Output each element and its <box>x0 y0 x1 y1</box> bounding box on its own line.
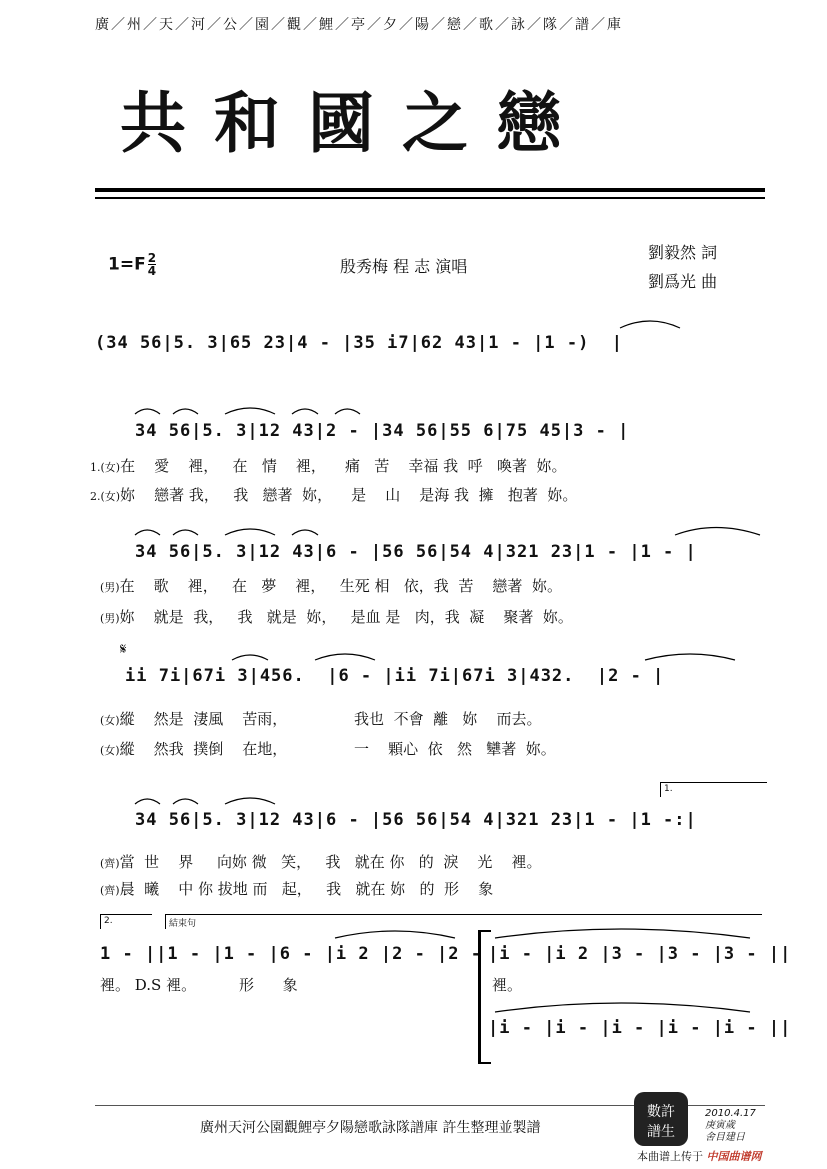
date-note-2: 舍目建日 <box>705 1132 745 1143</box>
lyric-tag: (齊) <box>100 857 120 870</box>
slur-arc <box>225 408 275 414</box>
key-label: 1=F <box>108 254 146 275</box>
footer-date <box>705 1108 756 1144</box>
composer: 劉爲光 曲 <box>648 272 718 291</box>
tie-arc <box>495 929 750 938</box>
tie-arc <box>495 1003 750 1012</box>
lyric-line-ending-upper: 裡。 <box>492 976 523 994</box>
singers: 殷秀梅 程 志 演唱 <box>340 257 468 276</box>
slur-arc <box>173 799 198 804</box>
slur-arc <box>292 530 318 535</box>
site-brand-link[interactable]: 中国曲谱网 <box>706 1150 762 1163</box>
lyric-tag: (男) <box>100 581 120 594</box>
upload-note <box>637 1148 762 1164</box>
lyric-tag: (齊) <box>100 884 120 897</box>
seal-stamp-icon <box>632 1088 690 1150</box>
staff-line-bridge: ii 7i|67i 3|456. |6 - |ii 7i|67i 3|432. |2 - | <box>125 666 665 686</box>
slur-arc <box>135 799 160 804</box>
lyric-tag: (女) <box>100 714 120 727</box>
volta-second-ending: 2. <box>100 914 152 929</box>
time-top: 2 <box>147 251 157 265</box>
svg-text:數許: 數許 <box>647 1104 675 1120</box>
lyric-tag: 2.(女) <box>90 490 121 503</box>
tie-arc <box>675 528 760 536</box>
slur-arc <box>335 409 360 414</box>
slur-arc <box>135 409 160 414</box>
footer-credit: 廣州天河公園觀鯉亭夕陽戀歌詠隊譜庫 許生整理並製譜 <box>200 1120 541 1136</box>
staff-line-chorus: 34 56|5. 3|12 43|6 - |56 56|54 4|321 23|1 - |1 -:| <box>135 810 697 830</box>
staff-line-ending-upper: |i - |i 2 |3 - |3 - |3 - || <box>488 944 792 964</box>
volta-first-ending: 1. <box>660 782 767 797</box>
library-header: 廣／州／天／河／公／園／觀／鯉／亭／夕／陽／戀／歌／詠／隊／譜／庫 <box>95 17 623 33</box>
staff-line-verse-female: 34 56|5. 3|12 43|2 - |34 56|55 6|75 45|3 - | <box>135 421 630 441</box>
song-title: 共和國之戀 <box>120 84 590 162</box>
staff-line-ending: 1 - ||1 - |1 - |6 - |i 2 |2 - |2 - <box>100 944 494 964</box>
coda-ending-label: 結束句 <box>165 914 762 929</box>
slur-arc <box>173 409 198 414</box>
segno-sign: 𝄋 <box>120 640 127 658</box>
date-value: 2010.4.17 <box>705 1108 756 1119</box>
lyric-text: 妳 就是 我， 我 就是 妳， 是血 是 肉，我 凝 聚著 妳。 <box>119 608 573 626</box>
staff-line-ending-lower: |i - |i - |i - |i - |i - || <box>488 1018 792 1038</box>
lyric-text: 當 世 界 向妳 微 笑， 我 就在 你 的 淚 光 裡。 <box>119 853 542 871</box>
slur-arc <box>225 798 275 804</box>
upload-prefix: 本曲谱上传于 <box>637 1150 703 1163</box>
lyric-text: 縱 然是 淒風 苦雨， 我也 不會 離 妳 而去。 <box>119 710 542 728</box>
lyric-text: 在 愛 裡， 在 情 裡， 痛 苦 幸福 我 呼 喚著 妳。 <box>120 457 567 475</box>
tie-arc <box>645 654 735 660</box>
time-bottom: 4 <box>147 264 157 278</box>
staff-line-verse-male: 34 56|5. 3|12 43|6 - |56 56|54 4|321 23|1 - |1 - | <box>135 542 697 562</box>
tie-arc <box>335 931 455 938</box>
lyric-text: 妳 戀著 我， 我 戀著 妳， 是 山 是海 我 擁 抱著 妳。 <box>120 486 578 504</box>
lyric-line-ending: 裡。 D.S 裡。 形 象 <box>100 976 298 994</box>
tie-arc <box>620 321 680 328</box>
lyric-text: 縱 然我 撲倒 在地， 一 顆心 依 然 犫著 妳。 <box>119 740 556 758</box>
lyric-tag: (女) <box>100 744 120 757</box>
staff-line-intro: (34 56|5. 3|65 23|4 - |35 i7|62 43|1 - |1 -) | <box>95 333 624 353</box>
lyric-tag: 1.(女) <box>90 461 121 474</box>
tie-arc <box>315 654 375 660</box>
lyric-tag: (男) <box>100 612 120 625</box>
date-note-1: 庚寅歲 <box>705 1120 735 1131</box>
slur-arc <box>232 655 268 660</box>
slur-arc <box>225 529 275 535</box>
slur-arc <box>292 409 318 414</box>
slur-arc <box>173 530 198 535</box>
slur-arc <box>135 530 160 535</box>
lyric-text: 晨 曦 中 你 拔地 而 起， 我 就在 妳 的 形 象 <box>119 880 494 898</box>
lyricist: 劉毅然 詞 <box>648 243 718 262</box>
lyric-text: 在 歌 裡， 在 夢 裡， 生死 相 依，我 苦 戀著 妳。 <box>119 577 562 595</box>
svg-text:譜生: 譜生 <box>647 1124 675 1140</box>
